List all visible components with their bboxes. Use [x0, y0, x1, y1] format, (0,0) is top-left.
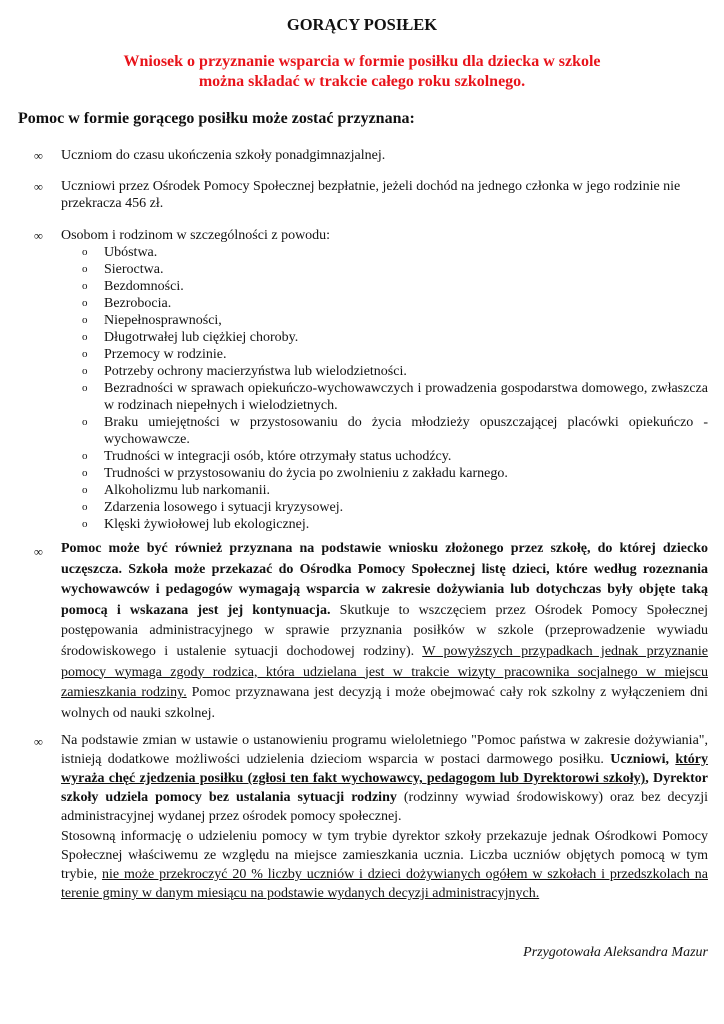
- notice-line-1: Wniosek o przyznanie wsparcia w formie posiłku dla dziecka w szkole: [123, 53, 601, 70]
- circle-bullet-icon: o: [82, 365, 88, 377]
- infinity-bullet-icon: ∞: [34, 180, 43, 194]
- signature: Przygotowała Aleksandra Mazur: [523, 945, 708, 960]
- notice-line-2: można składać w trakcie całego roku szkolnego.: [198, 73, 526, 90]
- page-title: GORĄCY POSIŁEK: [286, 15, 438, 34]
- circle-bullet-icon: o: [82, 297, 88, 309]
- program-paragraph: Na podstawie zmian w ustawie o ustanowieniu programu wieloletniego "Pomoc państwa w zakresie dożywiania", istnieją dodatkowe możliwości udzielenia dzieciom wsparcia w postaci darmowego posiłku. Uczniowi, który wyraża chęć zjedzenia posiłku (zgłosi ten fakt wychowawcy, pedagogom lub Dyrektorowi szkoły), Dyrektor szkoły udziela pomocy bez ustalania sytuacji rodziny (rodzinny wywiad środowiskowy) oraz bez decyzji administracyjnej wydanej przez ośrodek pomocy społecznej.: [61, 733, 709, 824]
- circle-bullet-icon: o: [82, 280, 88, 292]
- section-heading: Pomoc w formie gorącego posiłku może zostać przyznana:: [18, 110, 415, 127]
- bullet-item-2-line-2: przekracza 456 zł.: [61, 196, 164, 211]
- bullet-item-2-line-1: Uczniowi przez Ośrodek Pomocy Społecznej bezpłatnie, jeżeli dochód na jednego członka w jego rodzinie nie: [61, 179, 681, 194]
- circle-bullet-icon: o: [82, 331, 88, 343]
- bullet-item-1: Uczniom do czasu ukończenia szkoły ponadgimnazjalnej.: [61, 148, 386, 163]
- student-request-underlined-text: który wyraża chęć zjedzenia posiłku (zgłosi ten fakt wychowawcy, pedagogom lub Dyrektorowi szkoły): [61, 752, 709, 786]
- info-paragraph: Stosowną informację o udzieleniu pomocy w tym trybie dyrektor szkoły przekazuje jednak Ośrodkowi Pomocy Społecznej właściwemu ze względu na miejsce zamieszkania ucznia. Liczba uczniów objętych pomocą w tym trybie, nie może przekroczyć 20 % liczby uczniów i dzieci dożywianych ogółem w szkołach i przedszkolach na terenie gminy w danym miesiącu na podstawie wydanych decyzji administracyjnych.: [61, 829, 708, 901]
- infinity-bullet-icon: ∞: [34, 229, 43, 243]
- bullet-item-3: Osobom i rodzinom w szczególności z powodu:: [61, 228, 331, 243]
- circle-bullet-icon: o: [82, 518, 88, 530]
- school-application-bold-text: Pomoc może być również przyznana na podstawie wniosku złożonego przez szkołę, do której dziecko uczęszcza. Szkoła może przekazać do Ośrodka Pomocy Społecznej listę dzieci, które według rozeznania wychowawców i pedagogów wymagają wsparcia w zakresie dożywiania lub dotychczas były objęte taką pomocą i wskazana jest jej kontynuacja.: [61, 541, 708, 618]
- parent-consent-underlined-text: W powyższych przypadkach jednak przyznanie pomocy wymaga zgody rodzica, która udzielana jest w trakcie wizyty pracownika socjalnego w miejscu zamieszkania rodziny.: [61, 643, 709, 701]
- circle-bullet-icon: o: [82, 382, 88, 394]
- infinity-bullet-icon: ∞: [34, 735, 43, 749]
- school-application-paragraph: Pomoc może być również przyznana na podstawie wniosku złożonego przez szkołę, do której dziecko uczęszcza. Szkoła może przekazać do Ośrodka Pomocy Społecznej listę dzieci, które według rozeznania wychowawców i pedagogów wymagają wsparcia w zakresie dożywiania lub dotychczas były objęte taką pomocą i wskazana jest jej kontynuacja. Skutkuje to wszczęciem przez Ośrodek Pomocy Społecznej postępowania administracyjnego w sprawie przyznania posiłków w szkole (przeprowadzenie wywiadu środowiskowego i ustalenie sytuacji dochodowej rodziny). W powyższych przypadkach jednak przyznanie pomocy wymaga zgody rodzica, która udzielana jest w trakcie wizyty pracownika socjalnego w miejscu zamieszkania rodziny. Pomoc przyznawana jest decyzją i może obejmować cały rok szkolny z wyłączeniem dni wolnych od nauki szkolnej.: [61, 541, 709, 721]
- circle-bullet-icon: o: [82, 246, 88, 258]
- circle-bullet-icon: o: [82, 450, 88, 462]
- circle-bullet-icon: o: [82, 416, 88, 428]
- infinity-bullet-icon: ∞: [34, 545, 43, 559]
- circle-bullet-icon: o: [82, 348, 88, 360]
- circle-bullet-icon: o: [82, 263, 88, 275]
- circle-bullet-icon: o: [82, 484, 88, 496]
- circle-bullet-icon: o: [82, 314, 88, 326]
- infinity-bullet-icon: ∞: [34, 149, 43, 163]
- circle-bullet-icon: o: [82, 501, 88, 513]
- document-page: GORĄCY POSIŁEK Wniosek o przyznanie wsparcia w formie posiłku dla dziecka w szkole można składać w trakcie całego roku szkolnego. Pomoc w formie gorącego posiłku może zostać przyznana: ∞ Uczniom do czasu ukończenia szkoły ponadgimnazjalnej. ∞ Uczniowi przez Ośrodek Pomocy Społecznej bezpłatnie, jeżeli dochód na jednego członka w jego rodzinie nie przekracza 456 zł. ∞ Osobom i rodzinom w szczególności z powodu: o Ubóstwa. o Sieroctwa. o Bezdomności. o Bezrobocia. o Niepełnosprawności, o Długotrwałej lub ciężkiej choroby. o Przemocy w rodzinie. o Potrzeby ochrony macierzyństwa lub wielodzietności. o Bezradności w sprawach opiekuńczo-wychowawczych i prowadzenia gospodarstwa domowego, zwłaszcza w rodzinach niepełnych i wielodzietnych. o Braku umiejętności w przystosowaniu do życia młodzieży opuszczającej placówki opiekuńczo - wychowawcze. o Trudności w integracji osób, które otrzymały status uchodźcy. o Trudności w przystosowaniu do życia po zwolnieniu z zakładu karnego. o Alkoholizmu lub narkomanii. o Zdarzenia losowego i sytuacji kryzysowej. o Klęski żywiołowej lub ekologicznej. ∞ Pomoc może być również przyznana na podstawie wniosku złożonego przez szkołę, do której dziecko uczęszcza. Szkoła może przekazać do Ośrodka Pomocy Społecznej listę dzieci, które według rozeznania wychowawców i pedagogów wymagają wsparcia w zakresie dożywiania lub dotychczas były objęte taką pomocą i wskazana jest jej kontynuacja. Skutkuje to wszczęciem przez Ośrodek Pomocy Społecznej postępowania administracyjnego w sprawie przyznania posiłków w szkole (przeprowadzenie wywiadu środowiskowego i ustalenie sytuacji dochodowej rodziny). W powyższych przypadkach jednak przyznanie pomocy wymaga zgody rodzica, która udzielana jest w trakcie wizyty pracownika socjalnego w miejscu zamieszkania rodziny. Pomoc przyznawana jest decyzją i może obejmować cały rok szkolny z wyłączeniem dni wolnych od nauki szkolnej. ∞ Na podstawie zmian w ustawie o ustanowieniu programu wieloletniego "Pomoc państwa w zakresie dożywiania", istnieją dodatkowe możliwości udzielenia dzieciom wsparcia w postaci darmowego posiłku. Uczniowi, który wyraża chęć zjedzenia posiłku (zgłosi ten fakt wychowawcy, pedagogom lub Dyrektorowi szkoły), Dyrektor szkoły udziela pomocy bez ustalania sytuacji rodziny (rodzinny wywiad środowiskowy) oraz bez decyzji administracyjnej wydanej przez ośrodek pomocy społecznej. Stosowną informację o udzieleniu pomocy w tym trybie dyrektor szkoły przekazuje jednak Ośrodkowi Pomocy Społecznej właściwemu ze względu na miejsce zamieszkania ucznia. Liczba uczniów objętych pomocą w tym trybie, nie może przekroczyć 20 % liczby uczniów i dzieci dożywianych ogółem w szkołach i przedszkolach na terenie gminy w danym miesiącu na podstawie wydanych decyzji administracyjnych. Przygotowała Aleksandra Mazur: [0, 0, 724, 1024]
- circle-bullet-icon: o: [82, 467, 88, 479]
- limit-underlined-text: nie może przekroczyć 20 % liczby uczniów i dzieci dożywianych ogółem w szkołach i przedszkolach na terenie gminy w danym miesiącu na podstawie wydanych decyzji administracyjnych.: [61, 867, 708, 901]
